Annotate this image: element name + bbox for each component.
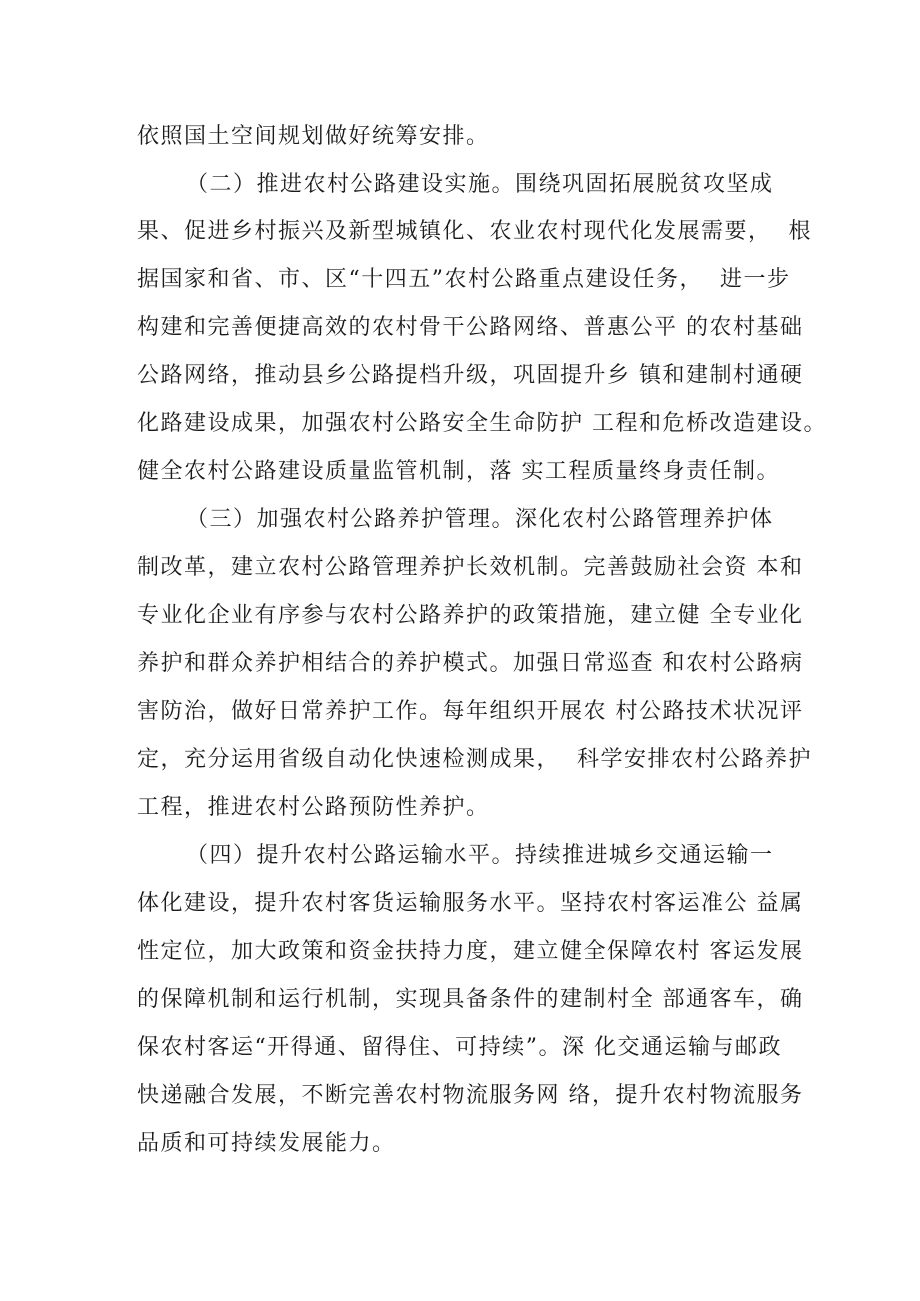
paragraph-line: 品质和可持续发展能力。 — [137, 1131, 396, 1156]
section-heading-line: （二）推进农村公路建设实施。围绕巩固拓展脱贫攻坚成 — [186, 172, 774, 197]
paragraph-line: 构建和完善便捷高效的农村骨干公路网络、普惠公平 的农村基础 — [137, 315, 804, 340]
paragraph-line: 专业化企业有序参与农村公路养护的政策措施，建立健 全专业化 — [137, 603, 804, 628]
paragraph-line: 化路建设成果，加强农村公路安全生命防护 工程和危桥改造建设。 — [137, 411, 827, 436]
paragraph-line: 的保障机制和运行机制，实现具备条件的建制村全 部通客车，确 — [137, 987, 804, 1012]
paragraph-line: 工程，推进农村公路预防性养护。 — [137, 795, 490, 820]
paragraph-line: 快递融合发展，不断完善农村物流服务网 络，提升农村物流服务 — [137, 1083, 804, 1108]
section-heading-line: （四）提升农村公路运输水平。持续推进城乡交通运输一 — [186, 843, 774, 868]
paragraph-line: 依照国土空间规划做好统筹安排。 — [137, 124, 490, 149]
paragraph-line: 性定位，加大政策和资金扶持力度，建立健全保障农村 客运发展 — [137, 939, 804, 964]
paragraph-line: 据国家和省、市、区“十四五”农村公路重点建设任务， 进一步 — [137, 267, 791, 292]
paragraph-line: 养护和群众养护相结合的养护模式。加强日常巡查 和农村公路病 — [137, 651, 804, 676]
paragraph-line: 健全农村公路建设质量监管机制，落 实工程质量终身责任制。 — [137, 459, 780, 484]
paragraph-line: 果、促进乡村振兴及新型城镇化、农业农村现代化发展需要， 根 — [137, 219, 812, 244]
paragraph-line: 公路网络，推动县乡公路提档升级，巩固提升乡 镇和建制村通硬 — [137, 363, 804, 388]
paragraph-line: 害防治，做好日常养护工作。每年组织开展农 村公路技术状况评 — [137, 699, 804, 724]
paragraph-line: 体化建设，提升农村客货运输服务水平。坚持农村客运准公 益属 — [137, 891, 804, 916]
section-heading-line: （三）加强农村公路养护管理。深化农村公路管理养护体 — [186, 507, 774, 532]
paragraph-line: 保农村客运“开得通、留得住、可持续”。深 化交通运输与邮政 — [137, 1035, 782, 1060]
paragraph-line: 定，充分运用省级自动化快速检测成果， 科学安排农村公路养护 — [137, 747, 812, 772]
paragraph-line: 制改革，建立农村公路管理养护长效机制。完善鼓励社会资 本和 — [137, 555, 804, 580]
